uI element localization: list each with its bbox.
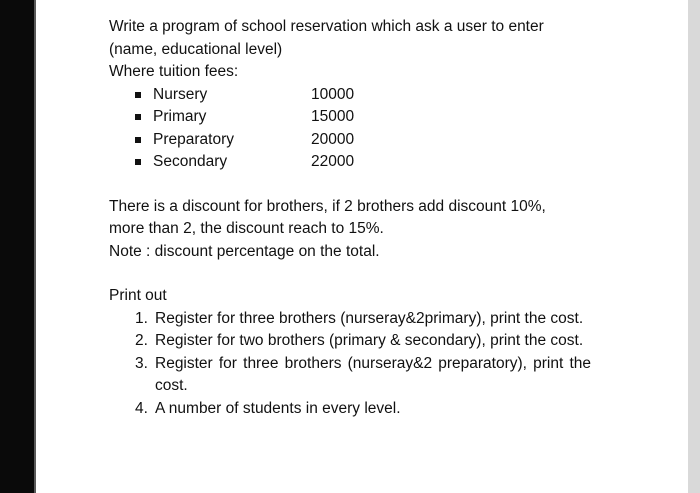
fee-level: Primary — [153, 108, 207, 125]
task-number: 1. — [135, 309, 148, 327]
document-page — [36, 0, 688, 493]
task-text: Register for three brothers (nurseray&2 preparatory), print the cost. — [155, 354, 591, 394]
task-text: A number of students in every level. — [155, 399, 401, 417]
bullet-icon — [135, 114, 141, 120]
document-content — [109, 16, 599, 420]
intro-line-2: (name, educational level) — [109, 40, 283, 58]
task-item-4 — [135, 398, 599, 421]
print-out-heading: Print out — [109, 287, 167, 304]
fee-value: 22000 — [311, 153, 355, 170]
fees-heading: Where tuition fees: — [109, 63, 239, 80]
task-text: Register for two brothers (primary & secondary), print the cost. — [155, 332, 584, 349]
fee-row-primary — [135, 106, 599, 129]
task-list — [135, 308, 599, 421]
bullet-icon — [135, 137, 141, 143]
task-item-2 — [135, 330, 599, 353]
fee-level: Nursery — [153, 85, 208, 103]
fee-level: Secondary — [153, 153, 228, 170]
fee-level: Preparatory — [153, 130, 234, 148]
intro-line-1: Write a program of school reservation which ask a user to enter — [109, 18, 544, 35]
discount-line-1: There is a discount for brothers, if 2 brothers add discount 10%, — [109, 197, 546, 215]
fee-row-preparatory — [135, 129, 599, 152]
task-number: 4. — [135, 399, 148, 417]
task-item-3 — [135, 353, 599, 398]
fee-value: 10000 — [311, 85, 355, 103]
discount-note: Note : discount percentage on the total. — [109, 242, 380, 260]
fees-list — [135, 84, 599, 174]
task-item-1 — [135, 308, 599, 331]
task-number: 2. — [135, 332, 148, 349]
spacer — [109, 263, 599, 285]
fee-value: 15000 — [311, 108, 355, 125]
bullet-icon — [135, 92, 141, 98]
task-number: 3. — [135, 354, 148, 372]
fee-row-secondary — [135, 151, 599, 174]
bullet-icon — [135, 159, 141, 165]
task-text: Register for three brothers (nurseray&2primary), print the cost. — [155, 309, 584, 327]
fee-row-nursery — [135, 84, 599, 107]
left-dark-border — [0, 0, 34, 493]
discount-line-2: more than 2, the discount reach to 15%. — [109, 220, 384, 237]
spacer — [109, 174, 599, 196]
right-gray-border — [688, 0, 700, 493]
fee-value: 20000 — [311, 130, 355, 148]
